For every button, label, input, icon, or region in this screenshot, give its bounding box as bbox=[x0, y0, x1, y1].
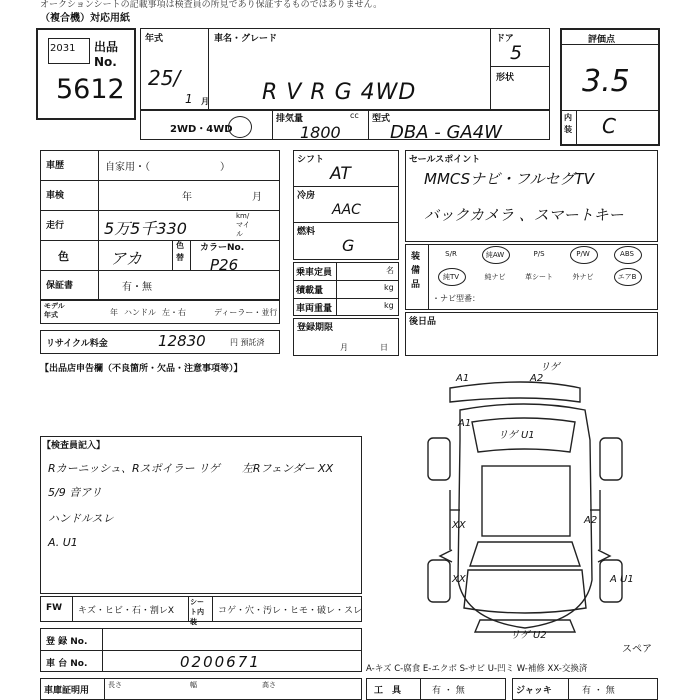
garage-width: 幅 bbox=[190, 681, 197, 689]
sales-point-2: バックカメラ 、スマートキー bbox=[424, 206, 624, 224]
drive-circle-4wd bbox=[228, 116, 252, 138]
equipment-option: ABS bbox=[620, 250, 634, 258]
year-month: 1 bbox=[185, 92, 193, 106]
interior-label: 内装 bbox=[564, 113, 572, 134]
ac-value: AAC bbox=[332, 202, 361, 218]
equipment-circle-mark bbox=[482, 246, 510, 264]
reg-label: 登 録 No. bbox=[46, 637, 88, 647]
damage-a2-right: A2 bbox=[584, 515, 598, 526]
equipment-option: P/S bbox=[533, 250, 545, 258]
lot-code: 2031 bbox=[50, 43, 76, 54]
exhibitor-report-label: 【出品店申告欄（不良箇所・欠品・注意事項等）】 bbox=[40, 364, 243, 374]
recycle-value: 12830 bbox=[158, 332, 206, 350]
sales-point-1: MMCSナビ・フルセグTV bbox=[424, 170, 594, 188]
jack-value: 有 ・ 無 bbox=[582, 686, 615, 696]
grade-box bbox=[560, 28, 660, 146]
fw-label: FW bbox=[46, 603, 63, 613]
history-value: 自家用・（ ） bbox=[105, 162, 230, 173]
cc-value: 1800 bbox=[300, 123, 341, 142]
doors-label: ドア bbox=[496, 34, 514, 44]
cc-unit: cc bbox=[350, 111, 359, 120]
registration-day: 日 bbox=[380, 343, 388, 352]
equipment-option: P/W bbox=[576, 250, 590, 258]
model-value: R V R G 4WD bbox=[262, 80, 417, 105]
capacity-label: 乗車定員 bbox=[296, 268, 333, 278]
model-year-unit: 年 bbox=[110, 308, 118, 317]
jack-label: ジャッキ bbox=[516, 686, 552, 696]
damage-a1-top: A1 bbox=[456, 373, 470, 384]
ac-label: 冷房 bbox=[297, 191, 316, 201]
equipment-circle-mark bbox=[438, 268, 466, 286]
inspector-label: 【検査員記入】 bbox=[42, 441, 106, 451]
equipment-option: S/R bbox=[445, 250, 457, 258]
form-subtitle: （複合機）対応用紙 bbox=[40, 13, 130, 24]
inspection-month: 月 bbox=[252, 192, 262, 203]
cc-label: 排気量 bbox=[276, 114, 304, 124]
after-date-box bbox=[405, 312, 658, 356]
model-year-label: モデル年式 bbox=[44, 302, 65, 319]
model-label: 車名・グレード bbox=[214, 34, 278, 44]
color-label: 色 bbox=[58, 250, 69, 263]
lot-label: 出品No. bbox=[94, 40, 119, 69]
handle-label: ハンドル bbox=[124, 308, 156, 317]
color-no-value: P26 bbox=[210, 256, 239, 274]
garage-height: 高さ bbox=[262, 681, 276, 689]
damage-rige-u2: リゲ U2 bbox=[510, 630, 547, 641]
recycle-unit: 円 預託済 bbox=[230, 338, 265, 347]
damage-xx-1: XX bbox=[452, 520, 466, 531]
dealer-label: ディーラー・並行 bbox=[214, 308, 278, 317]
lot-box bbox=[36, 28, 136, 120]
grade-label: 評価点 bbox=[588, 35, 616, 45]
navi-model-label: ・ナビ型番： bbox=[432, 294, 480, 303]
inspector-note-1: Rカーニッシュ、Rスポイラー リゲ 左Rフェンダー XX bbox=[48, 462, 334, 475]
inspection-year: 年 bbox=[182, 192, 192, 203]
weight-label: 車両重量 bbox=[296, 304, 333, 314]
top-notice: オークションシートの記載事項は検査員の所見であり保証するものではありません。 bbox=[40, 0, 383, 10]
after-date-label: 後日品 bbox=[409, 317, 437, 327]
damage-legend: A-キズ C-腐食 E-エクボ S-サビ U-凹ミ W-補修 XX-交換済 bbox=[366, 664, 588, 674]
equipment-circle-mark bbox=[570, 246, 598, 264]
color-value: アカ bbox=[110, 249, 142, 268]
damage-rige-top: リゲ bbox=[540, 362, 560, 373]
doors-value: 5 bbox=[510, 42, 523, 64]
mileage-label: 走行 bbox=[46, 221, 65, 231]
seat-label: シート内装 bbox=[190, 598, 204, 626]
equipment-option: 純ナビ bbox=[484, 273, 506, 281]
equipment-option: エアB bbox=[617, 273, 637, 281]
inspector-note-3: ハンドルスレ bbox=[48, 512, 114, 525]
warranty-value: 有・無 bbox=[122, 282, 152, 293]
year-label: 年式 bbox=[145, 34, 164, 44]
sales-points-label: セールスポイント bbox=[409, 155, 481, 165]
equipment-option: 純AW bbox=[485, 251, 505, 259]
interior-grade: C bbox=[602, 114, 616, 138]
load-label: 積載量 bbox=[296, 286, 324, 296]
lot-number: 5612 bbox=[56, 74, 125, 105]
type-label: 型式 bbox=[372, 114, 391, 124]
recycle-label: リサイクル料金 bbox=[46, 339, 108, 349]
equipment-circle-mark bbox=[614, 246, 642, 264]
tools-value: 有 ・ 無 bbox=[432, 686, 465, 696]
type-value: DBA - GA4W bbox=[390, 122, 502, 143]
km-unit: km/マイル bbox=[236, 212, 250, 238]
damage-a-u1: A U1 bbox=[610, 574, 634, 585]
warranty-label: 保証書 bbox=[46, 281, 74, 291]
load-unit: kg bbox=[384, 283, 394, 292]
grade-score: 3.5 bbox=[582, 64, 630, 99]
seat-value: コゲ・穴・汚レ・ヒモ・破レ・スレ bbox=[218, 606, 363, 616]
damage-a1-left: A1 bbox=[458, 418, 472, 429]
damage-xx-2: XX bbox=[452, 574, 466, 585]
capacity-unit: 名 bbox=[386, 266, 394, 275]
registration-month: 月 bbox=[340, 343, 348, 352]
inspector-note-4: A. U1 bbox=[48, 536, 78, 549]
equipment-circle-mark bbox=[614, 268, 642, 286]
month-unit: 月 bbox=[201, 97, 209, 106]
fuel-value: G bbox=[342, 236, 355, 255]
tools-label: 工 具 bbox=[374, 686, 402, 696]
garage-label: 車庫証明用 bbox=[44, 686, 90, 696]
drive-label: 2WD・4WD bbox=[170, 124, 233, 135]
damage-rige-u1: リゲ U1 bbox=[498, 430, 535, 441]
color-no-label: カラーNo. bbox=[200, 243, 245, 253]
handle-value: 左・右 bbox=[162, 308, 186, 317]
equipment-option: 外ナビ bbox=[572, 273, 594, 281]
history-label: 車歴 bbox=[46, 161, 65, 171]
equipment-option: 革シート bbox=[525, 273, 553, 281]
damage-a2-top: A2 bbox=[530, 373, 544, 384]
shift-label: シフト bbox=[297, 155, 325, 165]
inspection-label: 車検 bbox=[46, 191, 65, 201]
spare-label: スペア bbox=[622, 644, 652, 655]
chassis-value: 0200671 bbox=[180, 653, 261, 671]
equipment-label: 装備品 bbox=[411, 252, 421, 290]
shift-value: AT bbox=[330, 164, 351, 184]
shape-label: 形状 bbox=[496, 73, 515, 83]
equipment-option: 純TV bbox=[442, 273, 460, 281]
fw-value: キズ・ヒビ・石・割レX bbox=[78, 606, 174, 616]
registration-label: 登録期限 bbox=[297, 323, 334, 333]
car-damage-diagram bbox=[410, 370, 640, 640]
year-value: 25/ bbox=[148, 66, 181, 90]
chassis-label: 車 台 No. bbox=[46, 659, 88, 669]
fuel-label: 燃料 bbox=[297, 227, 316, 237]
weight-unit: kg bbox=[384, 301, 394, 310]
color-change-label: 色替 bbox=[176, 241, 184, 262]
mileage-value: 5万5千330 bbox=[104, 219, 187, 238]
garage-length: 長さ bbox=[108, 681, 122, 689]
inspector-note-2: 5/9 音アリ bbox=[48, 486, 102, 499]
